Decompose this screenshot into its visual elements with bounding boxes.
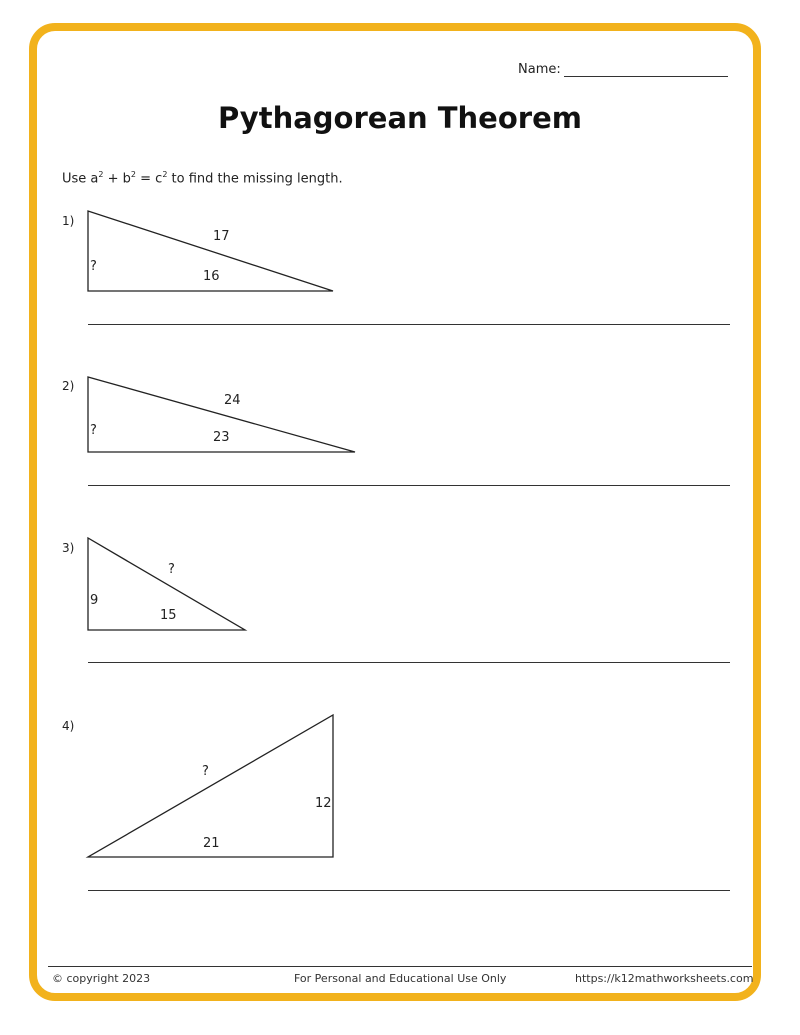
answer-line-3[interactable]	[88, 662, 730, 663]
problem-number-4: 4)	[62, 719, 75, 733]
instructions-plus: + b	[103, 171, 131, 187]
triangle-4-base-label: 21	[203, 836, 220, 851]
triangle-3-hypotenuse-label: ?	[168, 562, 175, 577]
triangle-3-height-label: 9	[90, 593, 99, 608]
exponent-b: 2	[130, 170, 136, 179]
triangle-1-base-label: 16	[203, 269, 220, 284]
problem-number-1: 1)	[62, 214, 75, 228]
answer-line-2[interactable]	[88, 485, 730, 486]
triangle-3-base-label: 15	[160, 608, 177, 623]
footer-website-link[interactable]: https://k12mathworksheets.com	[575, 972, 754, 985]
triangle-2-hypotenuse-label: 24	[224, 393, 241, 408]
triangle-1-hypotenuse-label: 17	[213, 229, 230, 244]
instructions-prefix: Use a	[62, 171, 99, 187]
footer-usage-note: For Personal and Educational Use Only	[294, 972, 507, 985]
instructions-equals: = c	[136, 171, 163, 187]
triangle-4-height-label: 12	[315, 796, 332, 811]
problem-number-2: 2)	[62, 379, 75, 393]
exponent-c: 2	[162, 170, 168, 179]
triangle-2-base-label: 23	[213, 430, 230, 445]
footer-divider	[48, 966, 752, 967]
triangle-4-hypotenuse-label: ?	[202, 764, 209, 779]
name-label: Name:	[518, 62, 561, 77]
exponent-a: 2	[98, 170, 104, 179]
problem-number-3: 3)	[62, 541, 75, 555]
worksheet-title: Pythagorean Theorem	[218, 101, 582, 135]
footer-copyright: © copyright 2023	[52, 972, 151, 985]
triangle-2-height-label: ?	[90, 423, 97, 438]
answer-line-4[interactable]	[88, 890, 730, 891]
answer-line-1[interactable]	[88, 324, 730, 325]
instructions-suffix: to find the missing length.	[167, 171, 343, 187]
triangle-1-height-label: ?	[90, 259, 97, 274]
